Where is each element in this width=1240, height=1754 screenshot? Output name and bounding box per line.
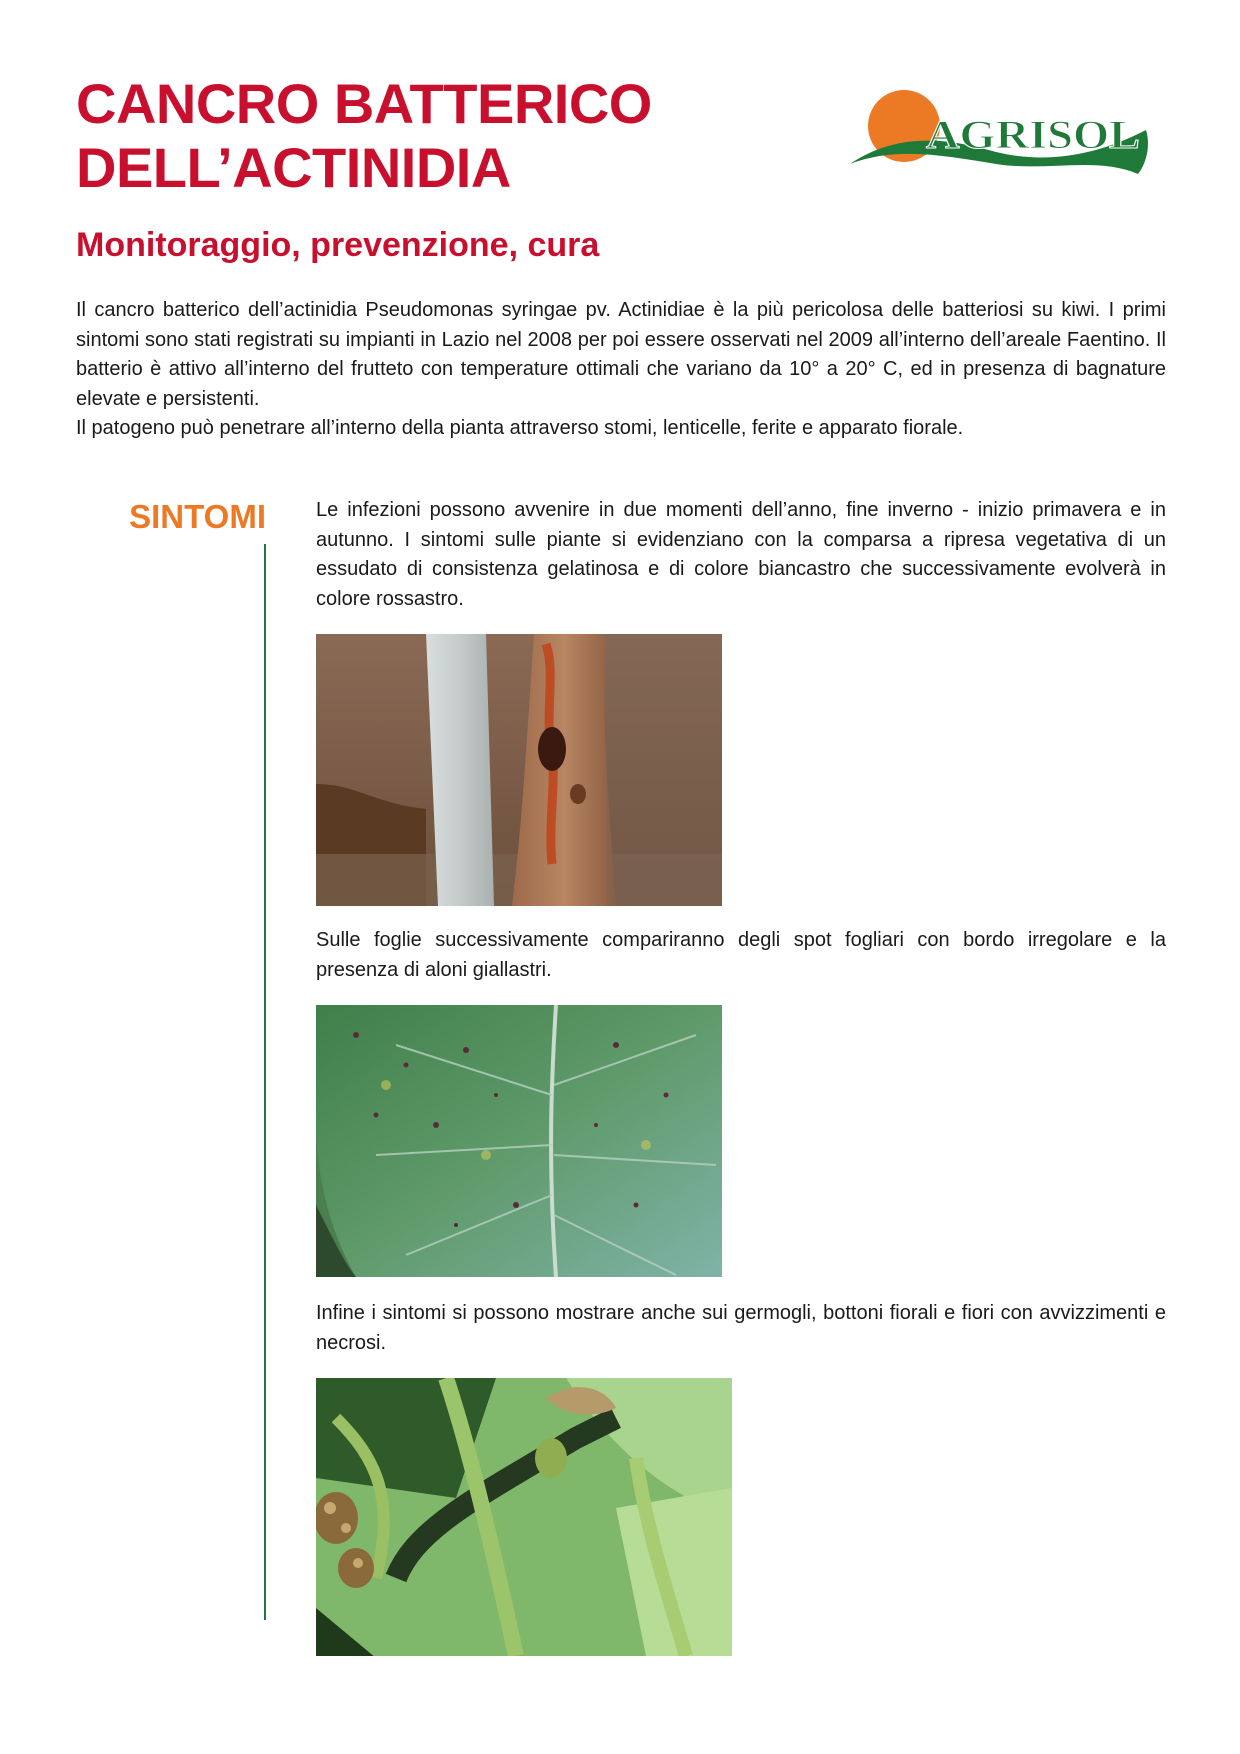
- photo-shoot-necrosis: [316, 1378, 732, 1656]
- agrisol-logo: [846, 86, 1156, 196]
- intro-paragraph-2: Il patogeno può penetrare all’interno della pianta attraverso stomi, lenticelle, ferite e apparato fiorale.: [76, 417, 964, 439]
- symptom-text-1: Le infezioni possono avvenire in due momenti dell’anno, fine inverno - inizio primavera e in autunno. I sintomi sulle piante si evidenziano con la comparsa a ripresa vegetativa di un essudato di consistenza gelatinosa e di colore biancastro che successivamente evolverà in colore rossastro.: [316, 499, 1166, 610]
- section-title-sintomi: SINTOMI: [129, 498, 266, 535]
- page-title-line-2: DELL’ACTINIDIA: [76, 136, 511, 199]
- page-subtitle: Monitoraggio, prevenzione, cura: [76, 226, 600, 264]
- intro-paragraph-1: Il cancro batterico dell’actinidia Pseudomonas syringae pv. Actinidiae è la più pericolosa delle batteriosi su kiwi. I primi sintomi sono stati registrati su impianti in Lazio nel 2008 per poi essere osservati nel 2009 all’interno dell’areale Faentino. Il batterio è attivo all’interno del frutteto con temperature ottimali che variano da 10° a 20° C, ed in presenza di bagnature elevate e persistenti.: [76, 299, 1166, 410]
- page-title: [76, 72, 652, 200]
- photo-trunk-exudate: [316, 634, 722, 906]
- section-divider: [264, 544, 266, 1620]
- symptom-text-3: Infine i sintomi si possono mostrare anche sui germogli, bottoni fiorali e fiori con avvizzimenti e necrosi.: [316, 1302, 1166, 1354]
- photo-leaf-spots: [316, 1005, 722, 1277]
- intro: [76, 296, 1166, 444]
- symptom-text-2: Sulle foglie successivamente compariranno degli spot fogliari con bordo irregolare e la presenza di aloni giallastri.: [316, 929, 1166, 981]
- section-content: [316, 496, 1166, 1656]
- logo-text: AGRISOL: [926, 112, 1140, 157]
- page-title-line-1: CANCRO BATTERICO: [76, 72, 652, 135]
